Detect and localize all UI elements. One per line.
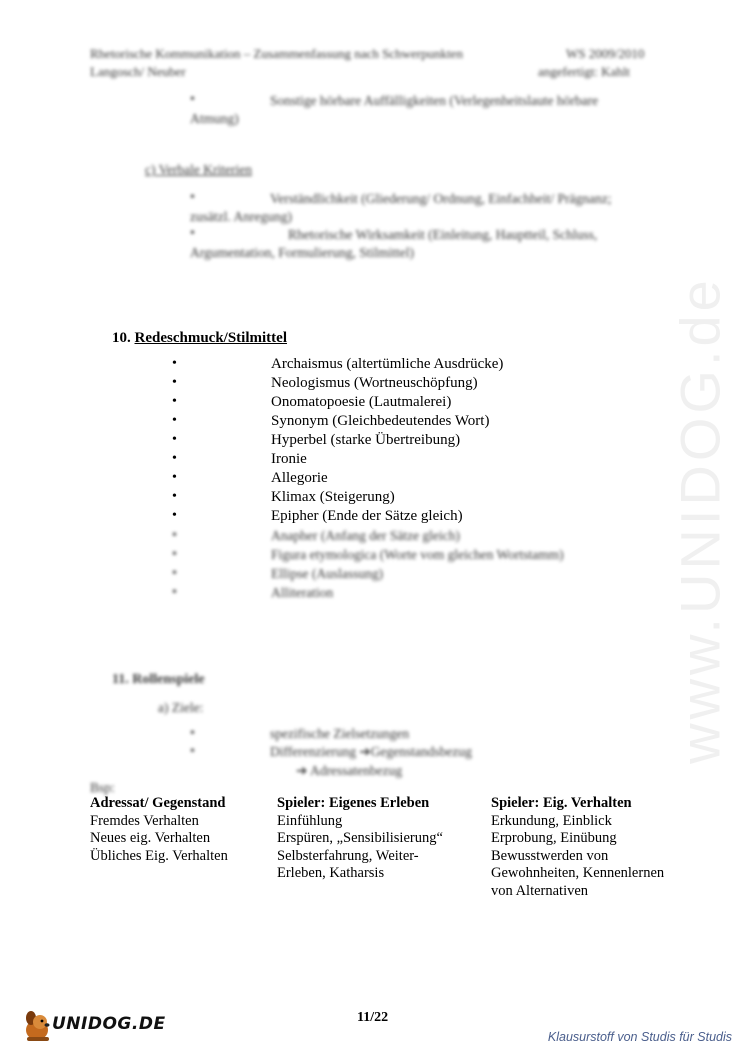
bullet-icon: •: [172, 489, 177, 504]
table-cell: Fremdes Verhalten: [90, 812, 199, 829]
header-left-line2: Langosch/ Neuber: [90, 64, 186, 79]
watermark: www.UNIDOG.de: [668, 276, 732, 764]
header-left-line1: Rhetorische Kommunikation – Zusammenfassung nach Schwerpunkten: [90, 46, 463, 61]
section10-number: 10.: [112, 330, 131, 346]
page-number: 11/22: [357, 1010, 389, 1025]
unidog-logo[interactable]: [22, 1008, 166, 1044]
list-item: Ellipse (Auslassung): [271, 566, 384, 581]
section11-arrow-line: ➔ Adressatenbezug: [296, 763, 403, 778]
list-item: Allegorie: [271, 470, 328, 486]
bullet-icon: •: [172, 356, 177, 371]
bullet-icon: •: [172, 394, 177, 409]
logo-text: UNIDOG.DE: [52, 1014, 166, 1034]
list-item: Hyperbel (starke Übertreibung): [271, 432, 461, 448]
header-right-line2: angefertigt: Kahlt: [538, 64, 631, 79]
bullet-icon: •: [190, 226, 195, 241]
table-column-own-behavior: [491, 795, 664, 900]
table-cell: von Alternativen: [491, 882, 589, 899]
bullet-icon: •: [172, 375, 177, 390]
bullet-icon: •: [172, 432, 177, 447]
section11-bsp: Bsp:: [90, 780, 115, 795]
header-right-line1: WS 2009/2010: [566, 46, 645, 61]
list-item: Ironie: [271, 451, 307, 467]
section10-title: Redeschmuck/Stilmittel: [134, 330, 287, 346]
column-header: Spieler: Eig. Verhalten: [491, 795, 632, 811]
list-item: Neologismus (Wortneuschöpfung): [271, 375, 478, 391]
table-cell: Übliches Eig. Verhalten: [90, 847, 228, 864]
table-cell: Einfühlung: [277, 812, 343, 829]
list-item: Anapher (Anfang der Sätze gleich): [271, 528, 460, 543]
top-item1-line2: Atmung): [190, 111, 239, 126]
list-item: Klimax (Steigerung): [271, 489, 395, 505]
section11-heading: 11. Rollenspiele: [112, 672, 205, 687]
top-item1-line1: Sonstige hörbare Auffälligkeiten (Verlegenheitslaute hörbare: [270, 93, 599, 108]
bullet-icon: •: [190, 744, 195, 759]
table-cell: Selbsterfahrung, Weiter-: [277, 847, 419, 864]
section10-heading: [112, 330, 287, 347]
table-column-own-experience: [277, 795, 443, 883]
bullet-icon: •: [190, 726, 195, 741]
section11-item: Differenzierung ➔Gegenstandsbezug: [270, 744, 472, 759]
section11-item: spezifische Zielsetzungen: [270, 726, 410, 741]
bullet-icon: •: [190, 190, 195, 205]
table-cell: Erleben, Katharsis: [277, 865, 385, 881]
table-cell: Erprobung, Einübung: [491, 830, 617, 846]
bullet-icon: •: [172, 566, 177, 581]
dog-icon: [22, 1008, 56, 1044]
table-cell: Bewusstwerden von: [491, 847, 609, 864]
list-item: Archaismus (altertümliche Ausdrücke): [271, 356, 504, 372]
table-cell: Erkundung, Einblick: [491, 812, 612, 829]
table-cell: Gewohnheiten, Kennenlernen: [491, 865, 665, 881]
bullet-icon: •: [172, 585, 177, 600]
bullet-icon: •: [172, 547, 177, 562]
bullet-icon: •: [172, 470, 177, 485]
bullet-icon: •: [172, 528, 177, 543]
column-header: Spieler: Eigenes Erleben: [277, 795, 430, 811]
top-item3-line2: Argumentation, Formulierung, Stilmittel): [190, 245, 414, 260]
section11-sub-a: a) Ziele:: [158, 700, 204, 715]
top-item2-line2: zusätzl. Anregung): [190, 209, 292, 224]
list-item: Epipher (Ende der Sätze gleich): [271, 508, 463, 524]
list-item: Synonym (Gleichbedeutendes Wort): [271, 413, 490, 429]
list-item: Onomatopoesie (Lautmalerei): [271, 394, 452, 410]
list-item: Alliteration: [271, 585, 334, 600]
table-column-addressee: [90, 795, 228, 865]
bullet-icon: •: [172, 508, 177, 523]
bullet-icon: •: [172, 451, 177, 466]
column-header: Adressat/ Gegenstand: [90, 795, 226, 811]
bullet-icon: •: [172, 413, 177, 428]
table-cell: Neues eig. Verhalten: [90, 830, 211, 846]
top-item3-line1: Rhetorische Wirksamkeit (Einleitung, Hauptteil, Schluss,: [288, 227, 598, 242]
footer-tagline: Klausurstoff von Studis für Studis: [547, 1030, 732, 1044]
list-item: Figura etymologica (Worte vom gleichen Wortstamm): [271, 547, 564, 562]
section-c-heading: c) Verbale Kriterien: [145, 162, 252, 177]
top-item2-line1: Verständlichkeit (Gliederung/ Ordnung, Einfachheit/ Prägnanz;: [270, 191, 612, 206]
table-cell: Erspüren, „Sensibilisierung“: [277, 830, 443, 846]
bullet-icon: •: [190, 92, 195, 107]
